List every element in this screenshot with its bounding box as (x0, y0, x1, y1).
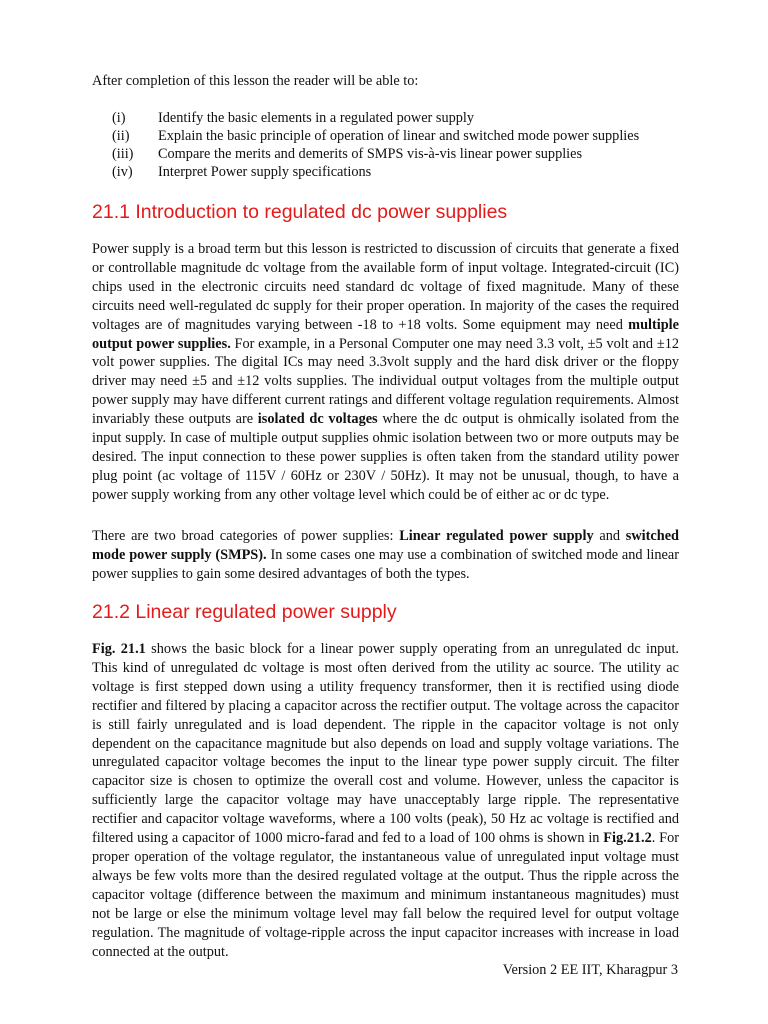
section-heading-linear-supply: 21.2 Linear regulated power supply (92, 601, 397, 623)
paragraph-power-supply-categories (92, 527, 679, 584)
objective-number: (i) (112, 110, 126, 126)
objective-number: (iii) (112, 146, 134, 162)
paragraph-text: shows the basic block for a linear power supply operating from an unregulated dc input. This kind of unregulated dc voltage is most often derived from the utility ac source. The utility ac voltage is first stepped down using a utility frequency transformer, then it is rectified using diode rectifier and filtered by placing a capacitor across the rectifier output. The voltage across the capacitor is still fairly unregulated and is load dependent. The ripple in the capacitor voltage is not only dependent on the capacitance magnitude but also depends on load and supply voltage variations. The unregulated capacitor voltage becomes the input to the linear type power supply circuit. The filter capacitor size is chosen to optimize the overall cost and volume. However, unless the capacitor is sufficiently large the capacitor voltage may have unacceptably large ripple. The representative rectifier and capacitor voltage waveforms, where a 100 volts (peak), 50 Hz ac voltage is rectified and filtered using a capacitor of 1000 micro-farad and fed to a load of 100 ohms is shown in (92, 641, 679, 847)
page-footer: Version 2 EE IIT, Kharagpur 3 (502, 962, 678, 978)
bold-term: switched mode power supply (SMPS). (92, 528, 679, 563)
paragraph-linear-supply (92, 640, 679, 961)
objective-item (112, 109, 712, 127)
paragraph-text: In some cases one may use a combination of switched mode and linear power supplies to gain some desired advantages of both the types. (92, 546, 679, 582)
paragraph-text: where the dc output is ohmically isolated from the input supply. In case of multiple output supplies ohmic isolation between two or more outputs may be desired. The input connection to these power supplies is often taken from the standard utility power plug point (ac voltage of 115V / 60Hz or 230V / 50Hz). It may not be unusual, though, to have a power supply working from any other voltage level which could be of either ac or dc type. (92, 411, 679, 503)
bold-term: multiple output power supplies. (92, 316, 679, 352)
objectives-list (112, 109, 712, 181)
section-heading-introduction: 21.1 Introduction to regulated dc power supplies (92, 201, 508, 223)
objective-text: Compare the merits and demerits of SMPS vis-à-vis linear power supplies (158, 146, 583, 162)
bold-term: isolated dc voltages (257, 411, 378, 428)
paragraph-text: and (593, 528, 626, 544)
bold-term: Fig.21.2 (603, 830, 652, 847)
objective-text: Explain the basic principle of operation of linear and switched mode power supplies (158, 128, 640, 144)
objective-item (112, 145, 712, 163)
paragraph-text: Power supply is a broad term but this lesson is restricted to discussion of circuits that generate a fixed or controllable magnitude dc voltage from the available form of input voltage. Integrated-circuit (IC) chips used in the electronic circuits need standard dc voltage of fixed magnitude. Many of these circuits need well-regulated dc supply for their proper operation. In majority of the cases the required voltages are of magnitudes varying between -18 to +18 volts. Some equipment may need (92, 241, 679, 333)
objective-text: Interpret Power supply specifications (158, 164, 372, 180)
intro-sentence: After completion of this lesson the reader will be able to: (92, 73, 419, 89)
objective-text: Identify the basic elements in a regulated power supply (158, 110, 475, 126)
paragraph-text: . For proper operation of the voltage regulator, the instantaneous value of unregulated input voltage must always be few volts more than the desired regulated voltage at the output. Thus the ripple across the capacitor voltage (difference between the maximum and minimum instantaneous magnitudes) must not be large or else the minimum voltage level may fall below the required level for output voltage regulation. The magnitude of voltage-ripple across the input capacitor increases with increase in load connected at the output. (92, 830, 680, 960)
bold-term: Fig. 21.1 (92, 641, 146, 657)
bold-term: Linear regulated power supply (399, 528, 594, 544)
paragraph-text: There are two broad categories of power supplies: (92, 528, 400, 544)
paragraph-text: For example, in a Personal Computer one may need 3.3 volt, ±5 volt and ±12 volt power supplies. The digital ICs may need 3.3volt supply and the hard disk driver or the floppy driver may need ±5 and ±12 volts supplies. The individual output voltages from the multiple output power supply may have different current ratings and different voltage regulation requirements. Almost invariably these outputs are (92, 335, 679, 428)
objective-item (112, 127, 712, 145)
objective-item (112, 163, 712, 181)
objective-number: (iv) (112, 164, 133, 180)
paragraph-introduction (92, 240, 679, 505)
objective-number: (ii) (112, 128, 130, 144)
